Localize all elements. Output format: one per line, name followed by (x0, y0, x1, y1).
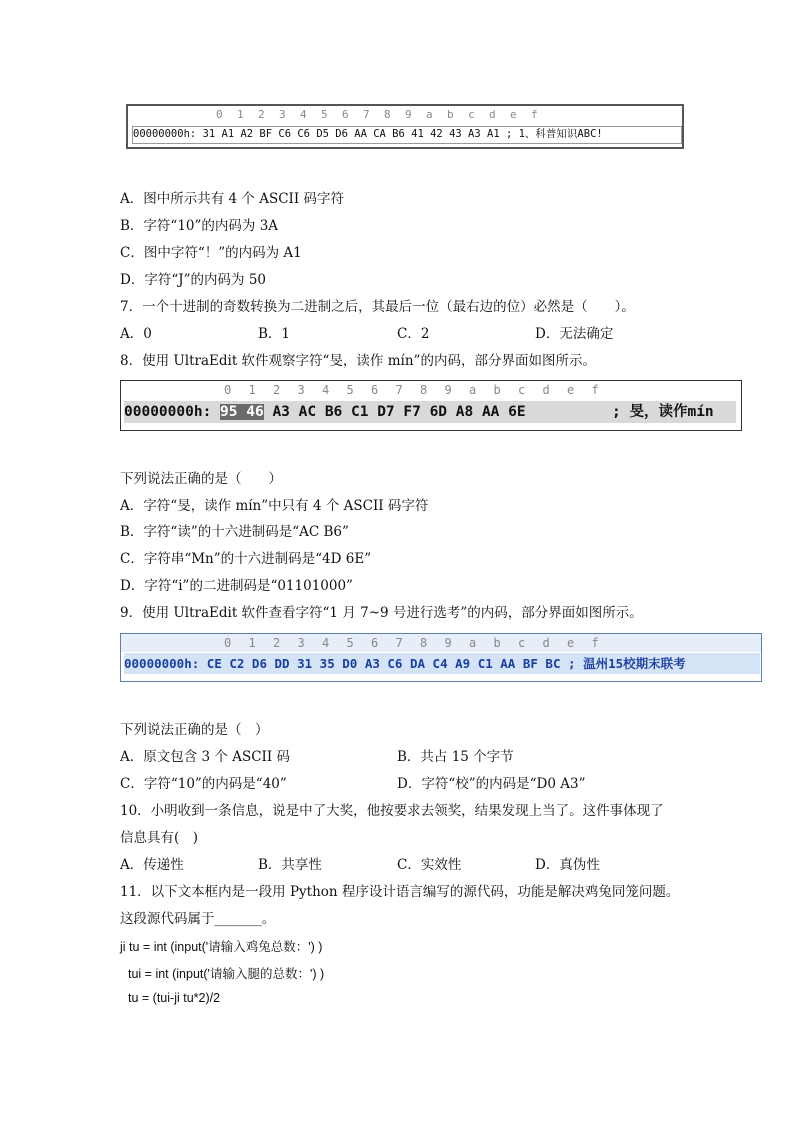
q9-stem: 9．使用 UltraEdit 软件查看字符“1 月 7~9 号进行选考”的内码，部分界面如图所示。 (120, 605, 643, 621)
code-line-3: tu = (tui-ji tu*2)/2 (128, 991, 221, 1005)
q10-option-b: B．共享性 (258, 857, 322, 873)
q6-option-b: B．字符“10”的内码为 3A (120, 218, 279, 234)
q6-option-c: C．图中字符“！”的内码为 A1 (120, 245, 302, 261)
q9-option-c: C．字符“10”的内码是“40” (120, 776, 287, 792)
q10-option-d: D．真伪性 (535, 857, 600, 873)
hex-row: 00000000h: CE C2 D6 DD 31 35 D0 A3 C6 DA C4 A9 C1 AA BF BC ; 温州15校期末联考 (124, 653, 760, 674)
q6-option-d: D．字符“J”的内码为 50 (120, 272, 267, 288)
q11-stem-line2: 这段源代码属于_______。 (120, 911, 276, 927)
q7-option-a: A．0 (120, 326, 152, 342)
q10-stem-line2: 信息具有( ) (120, 830, 199, 846)
q10-option-c: C．实效性 (397, 857, 462, 873)
q6-option-a: A．图中所示共有 4 个 ASCII 码字符 (120, 191, 344, 207)
q11-stem-line1: 11．以下文本框内是一段用 Python 程序设计语言编写的源代码，功能是解决鸡兔同笼问题。 (120, 884, 680, 900)
hex-view-1: 0 1 2 3 4 5 6 7 8 9 a b c d e f 00000000h: 31 A1 A2 BF C6 C6 D5 D6 AA CA B6 41 42 43 A3 A1 ; 1、科普知识ABC! (126, 104, 684, 149)
q7-stem: 7．一个十进制的奇数转换为二进制之后，其最后一位（最右边的位）必然是（ ）。 (120, 299, 635, 315)
q8-prompt: 下列说法正确的是（ ） (120, 471, 282, 487)
q8-stem: 8．使用 UltraEdit 软件观察字符“旻，读作 mín”的内码，部分界面如图所示。 (120, 353, 596, 369)
q10-option-a: A．传递性 (120, 857, 184, 873)
hex-selection[interactable]: 95 46 (220, 404, 264, 420)
hex-text: ; 旻，读作mín (612, 404, 714, 420)
hex-address: 00000000h: (124, 404, 212, 420)
q9-option-b: B．共占 15 个字节 (397, 749, 514, 765)
q8-option-c: C．字符串“Mn”的十六进制码是“4D 6E” (120, 551, 372, 567)
q8-option-d: D．字符“i”的二进制码是“01101000” (120, 578, 353, 594)
q8-option-b: B．字符“读”的十六进制码是“AC B6” (120, 524, 349, 540)
q8-option-a: A．字符“旻，读作 mín”中只有 4 个 ASCII 码字符 (120, 498, 429, 514)
hex-view-2: 0 1 2 3 4 5 6 7 8 9 a b c d e f 00000000h: 95 46 A3 AC B6 C1 D7 F7 6D A8 AA 6E ; 旻，读作mín (120, 380, 742, 431)
q7-option-d: D．无法确定 (535, 326, 614, 342)
code-line-1: ji tu = int (input('请输入鸡兔总数：') ) (120, 940, 323, 954)
q10-stem-line1: 10．小明收到一条信息，说是中了大奖，他按要求去领奖，结果发现上当了。这件事体现了 (120, 803, 664, 819)
hex-ruler-bar (121, 634, 761, 652)
q9-option-d: D．字符“校”的内码是“D0 A3” (397, 776, 586, 792)
q9-option-a: A．原文包含 3 个 ASCII 码 (120, 749, 290, 765)
hex-bytes: A3 AC B6 C1 D7 F7 6D A8 AA 6E (272, 404, 526, 420)
hex-row: 00000000h: 31 A1 A2 BF C6 C6 D5 D6 AA CA B6 41 42 43 A3 A1 ; 1、科普知识ABC! (132, 126, 682, 144)
q9-prompt: 下列说法正确的是（ ） (120, 722, 269, 738)
q7-option-c: C．2 (397, 326, 430, 342)
code-line-2: tui = int (input('请输入腿的总数：') ) (128, 967, 325, 981)
q7-option-b: B．1 (258, 326, 291, 342)
hex-view-3: 0 1 2 3 4 5 6 7 8 9 a b c d e f 00000000h: CE C2 D6 DD 31 35 D0 A3 C6 DA C4 A9 C1 AA BF BC ; 温州15校期末联考 (120, 633, 762, 682)
hex-row (124, 401, 736, 423)
